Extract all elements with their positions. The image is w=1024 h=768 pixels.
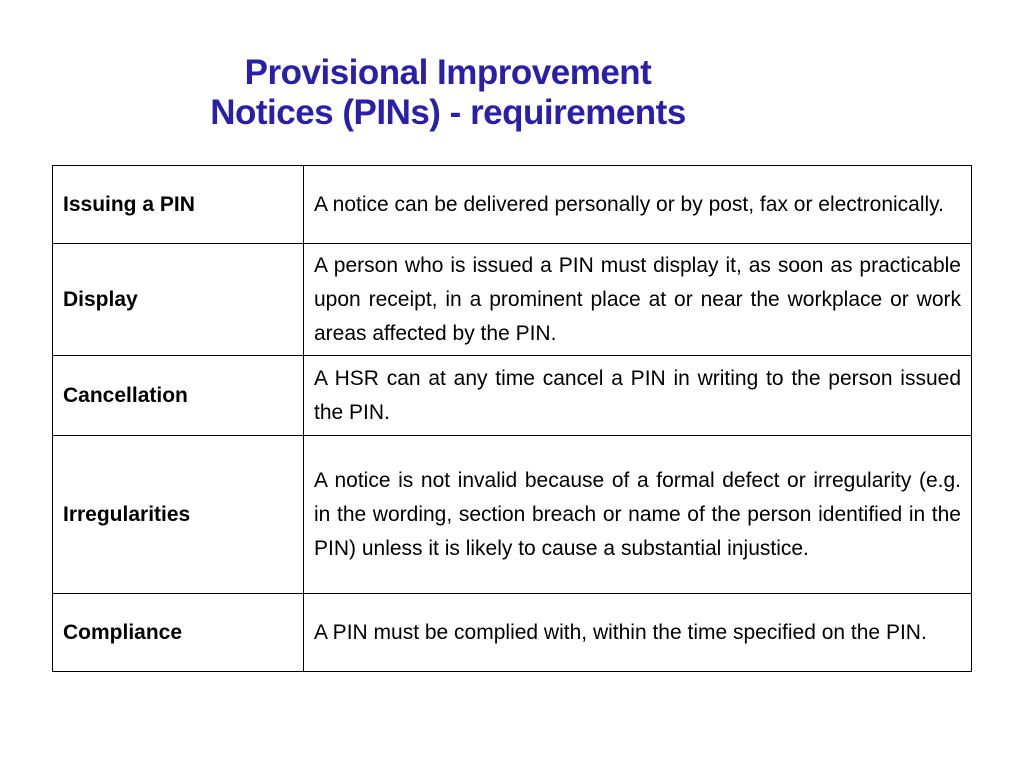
slide-title	[0, 53, 896, 133]
row-label-display: Display	[53, 244, 304, 356]
table-row	[53, 594, 972, 672]
table-row	[53, 166, 972, 244]
row-text-display: A person who is issued a PIN must display it, as soon as practicable upon receipt, in a prominent place at or near the workplace or work areas affected by the PIN.	[304, 244, 972, 356]
slide-title-line-1: Provisional Improvement	[244, 53, 652, 93]
slide-title-line-2: Notices (PINs) - requirements	[210, 93, 686, 133]
requirements-table	[52, 165, 972, 672]
row-label-issuing: Issuing a PIN	[53, 166, 304, 244]
row-text-issuing: A notice can be delivered personally or by post, fax or electronically.	[304, 166, 972, 244]
row-text-irregularities: A notice is not invalid because of a formal defect or irregularity (e.g. in the wording, section breach or name of the person identified in the PIN) unless it is likely to cause a substantial injustice.	[304, 436, 972, 594]
row-label-cancellation: Cancellation	[53, 356, 304, 436]
row-text-compliance: A PIN must be complied with, within the time specified on the PIN.	[304, 594, 972, 672]
row-label-irregularities: Irregularities	[53, 436, 304, 594]
row-label-compliance: Compliance	[53, 594, 304, 672]
table-row	[53, 244, 972, 356]
table-row	[53, 436, 972, 594]
row-text-cancellation: A HSR can at any time cancel a PIN in writing to the person issued the PIN.	[304, 356, 972, 436]
table-row	[53, 356, 972, 436]
